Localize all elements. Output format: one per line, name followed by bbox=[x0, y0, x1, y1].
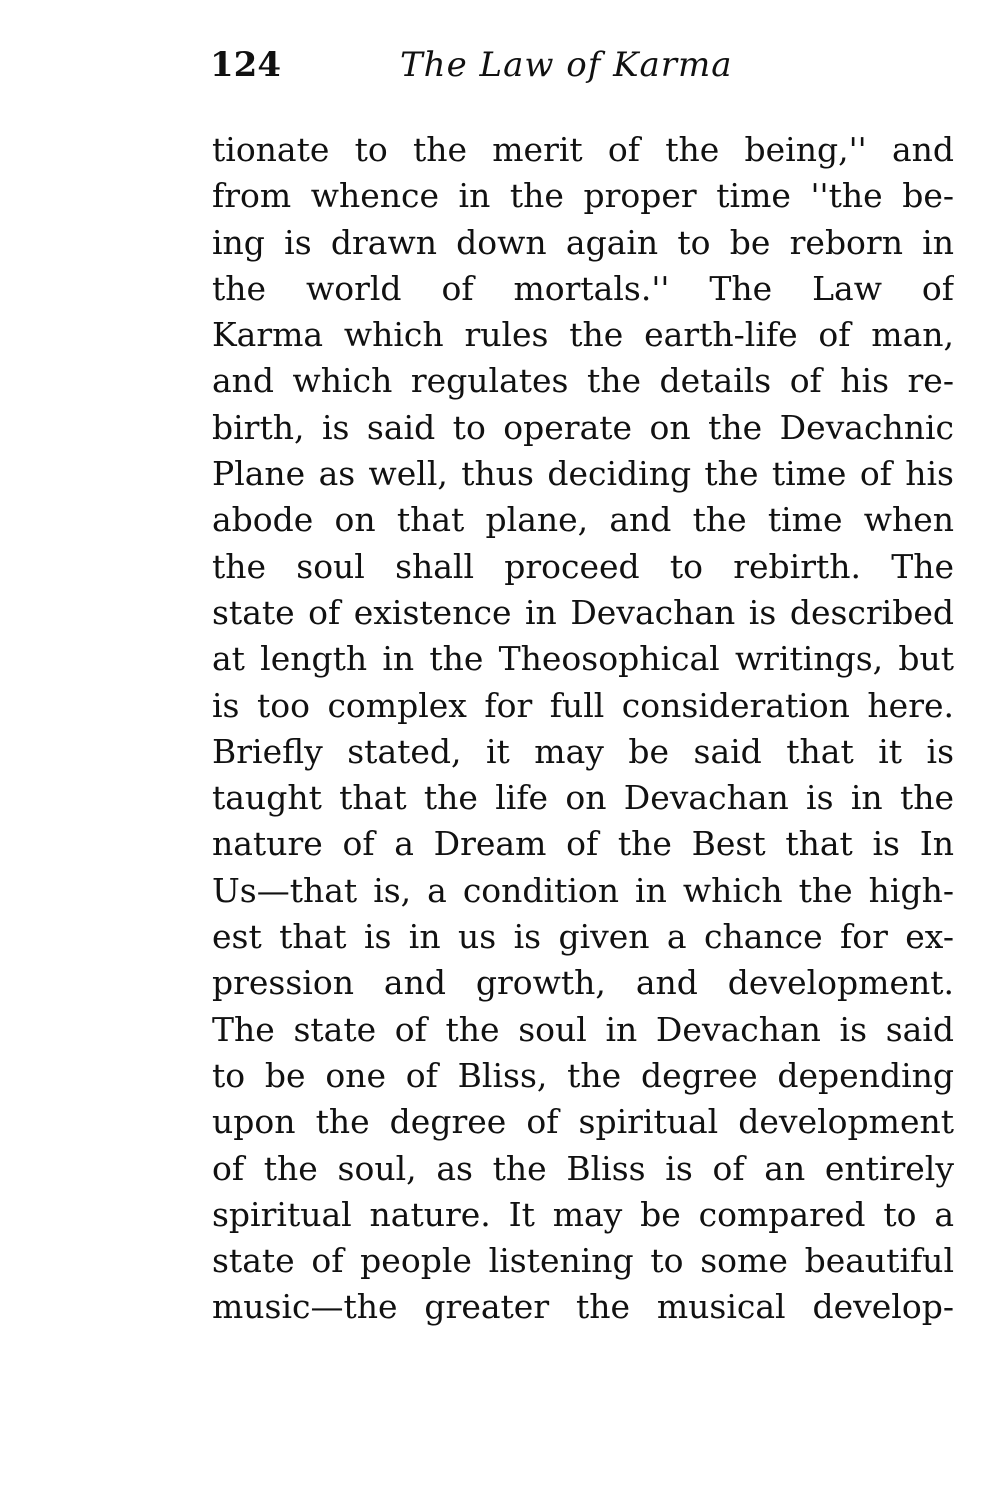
text-line: nature of a Dream of the Best that is In bbox=[212, 824, 954, 864]
page-number: 124 bbox=[210, 45, 281, 85]
text-line: the soul shall proceed to rebirth. The bbox=[212, 546, 954, 586]
text-line: is too complex for full consideration here. bbox=[212, 685, 954, 725]
text-line: The state of the soul in Devachan is said bbox=[212, 1009, 954, 1049]
text-line: and which regulates the details of his re- bbox=[212, 361, 954, 401]
text-line: Briefly stated, it may be said that it is bbox=[212, 731, 954, 771]
text-line: Plane as well, thus deciding the time of his bbox=[212, 454, 954, 494]
text-line: est that is in us is given a chance for ex- bbox=[212, 917, 954, 957]
text-line: pression and growth, and development. bbox=[212, 963, 954, 1003]
text-line: birth, is said to operate on the Devachnic bbox=[212, 407, 954, 447]
text-line: Us—that is, a condition in which the high- bbox=[212, 870, 954, 910]
text-line: the world of mortals.'' The Law of bbox=[212, 268, 954, 308]
text-line: upon the degree of spiritual development bbox=[212, 1102, 954, 1142]
text-line: state of people listening to some beautiful bbox=[212, 1241, 954, 1281]
text-line: to be one of Bliss, the degree depending bbox=[212, 1055, 954, 1095]
text-line: ing is drawn down again to be reborn in bbox=[212, 222, 954, 262]
text-line: music—the greater the musical develop- bbox=[212, 1287, 954, 1327]
text-line: abode on that plane, and the time when bbox=[212, 500, 954, 540]
text-line: tionate to the merit of the being,'' and bbox=[212, 130, 954, 169]
text-line: at length in the Theosophical writings, but bbox=[212, 639, 954, 679]
body-text bbox=[212, 127, 954, 1331]
running-header bbox=[210, 40, 770, 90]
text-line: taught that the life on Devachan is in the bbox=[212, 778, 954, 818]
running-title: The Law of Karma bbox=[400, 45, 733, 85]
text-line: spiritual nature. It may be compared to a bbox=[212, 1194, 954, 1234]
text-line: state of existence in Devachan is described bbox=[212, 592, 954, 632]
text-line: Karma which rules the earth-life of man, bbox=[212, 315, 954, 355]
text-line: from whence in the proper time ''the be- bbox=[212, 176, 954, 216]
text-line: of the soul, as the Bliss is of an entirely bbox=[212, 1148, 954, 1188]
